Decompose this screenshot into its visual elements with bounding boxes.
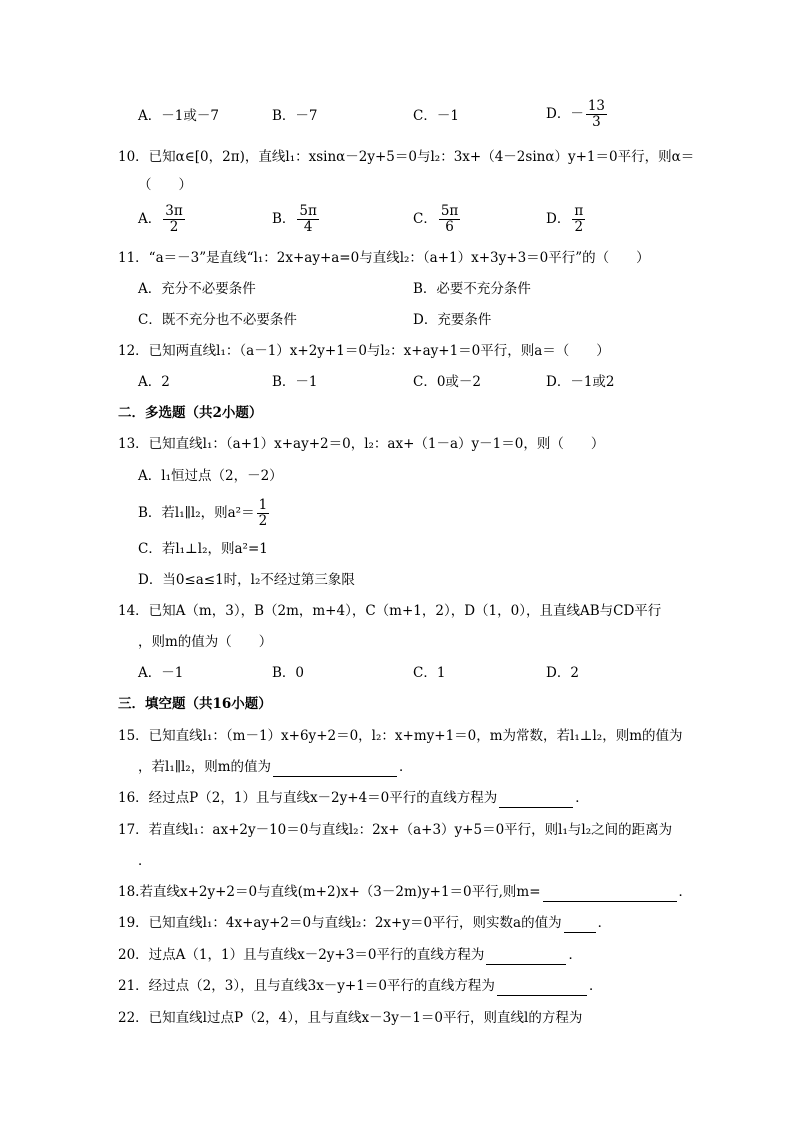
q14-stem: 14．已知A（m，3），B（2m，m+4），C（m+1，2），D（1，0），且直线AB与CD平行	[118, 603, 662, 619]
q13-option-b-fraction	[257, 498, 270, 529]
q14-option-c: C．1	[413, 665, 446, 681]
q11-option-d: D．充要条件	[413, 312, 492, 328]
fraction-denominator: 2	[574, 219, 584, 235]
q13-stem: 13．已知直线l₁：（a+1）x+ay+2＝0，l₂：ax+（1－a）y－1＝0，则（ ）	[118, 436, 605, 452]
q11-stem: 11．“a＝－3”是直线“l₁：2x+ay+a=0与直线l₂：（a+1）x+3y+3＝0平行”的（ ）	[118, 250, 650, 266]
q19-text: 19．已知直线l₁：4x+ay+2＝0与直线l₂：2x+y＝0平行，则实数a的值为	[118, 915, 562, 931]
q11-option-b: B．必要不充分条件	[413, 281, 531, 297]
fraction-denominator: 4	[303, 219, 313, 235]
answer-blank[interactable]	[273, 762, 397, 777]
q18	[118, 882, 692, 902]
fraction-numerator: 5π	[440, 203, 459, 219]
q12-stem: 12．已知两直线l₁：（a－1）x+2y+1＝0与l₂：x+ay+1＝0平行，则a＝（ ）	[118, 343, 610, 359]
option-fraction	[572, 204, 585, 235]
q17-line2: ．	[138, 853, 152, 869]
q15-line2	[138, 757, 413, 777]
answer-blank[interactable]	[564, 918, 596, 933]
q11-option-a: A．充分不必要条件	[138, 281, 256, 297]
fraction-denominator: 3	[592, 114, 601, 130]
q11-option-c: C．既不充分也不必要条件	[138, 312, 297, 328]
q9-option-c: C．－1	[413, 108, 459, 124]
q21	[118, 976, 602, 996]
q13-option-a: A．l₁恒过点（2，－2）	[138, 468, 283, 484]
q9-option-b: B．－7	[272, 108, 318, 124]
q18-period: ．	[678, 884, 693, 900]
q9-option-d-fraction	[586, 99, 607, 130]
q10-option-b	[272, 204, 321, 235]
fraction-denominator: 2	[258, 513, 268, 529]
option-fraction	[163, 204, 184, 235]
q17-line1: 17．若直线l₁：ax+2y－10＝0与直线l₂：2x+（a+3）y+5＝0平行，则l₁与l₂之间的距离为	[118, 822, 673, 838]
q14-option-d: D．2	[546, 665, 579, 681]
q20	[118, 945, 582, 965]
option-fraction	[439, 204, 460, 235]
q13-option-c: C．若l₁⊥l₂，则a²=1	[138, 541, 268, 557]
q13-option-d: D．当0≤a≤1时，l₂不经过第三象限	[138, 572, 355, 588]
fraction-numerator: π	[574, 203, 584, 219]
fraction-numerator: 5π	[299, 203, 317, 219]
q19	[118, 913, 611, 933]
q22-line1: 22．已知直线l过点P（2，4），且与直线x－3y－1＝0平行，则直线l的方程为	[118, 1010, 583, 1026]
q9-option-d-prefix: D．－	[546, 106, 584, 122]
q16	[118, 788, 589, 808]
q15-line1: 15．已知直线l₁：（m－1）x+6y+2＝0，l₂：x+my+1＝0，m为常数，若l₁⊥l₂，则m的值为	[118, 728, 683, 744]
q12-option-a: A．2	[138, 374, 170, 390]
option-label: A．	[138, 211, 162, 227]
q15-period: ．	[399, 759, 413, 775]
option-label: D．	[546, 211, 571, 227]
q12-option-d: D．－1或2	[546, 374, 615, 390]
fraction-numerator: 3π	[165, 203, 183, 219]
q13-option-b	[138, 498, 271, 529]
q18-text: 18.若直线x+2y+2＝0与直线(m+2)x+（3－2m)y+1＝0平行,则m=	[118, 884, 541, 900]
answer-blank[interactable]	[486, 950, 566, 965]
fraction-denominator: 2	[169, 219, 179, 235]
q21-period: ．	[588, 978, 603, 994]
q12-option-b: B．－1	[272, 374, 318, 390]
q9-option-a: A．－1或－7	[138, 108, 219, 124]
fraction-numerator: 1	[258, 497, 268, 513]
q10-stem: 10．已知α∈[0，2π)，直线l₁：xsinα－2y+5＝0与l₂：3x+（4－2sinα）y+1＝0平行，则α＝	[118, 149, 695, 165]
q13-option-b-prefix: B．若l₁∥l₂，则a²＝	[138, 505, 255, 521]
section-fill-blank-heading: 三．填空题（共16小题）	[118, 696, 272, 712]
q10-option-c	[413, 204, 462, 235]
section-multiple-choice-heading: 二．多选题（共2小题）	[118, 405, 263, 421]
fraction-numerator: 13	[587, 98, 606, 114]
answer-blank[interactable]	[499, 793, 573, 808]
fraction-denominator: 6	[445, 219, 454, 235]
q14-stem-continued: ，则m的值为（ ）	[138, 634, 273, 650]
q19-period: ．	[597, 915, 612, 931]
q14-option-b: B．0	[272, 665, 305, 681]
q10-option-d	[546, 204, 587, 235]
q12-option-c: C．0或－2	[413, 374, 482, 390]
q20-period: ．	[568, 947, 582, 963]
answer-blank[interactable]	[497, 981, 587, 996]
option-label: C．	[413, 211, 437, 227]
q10-option-a	[138, 204, 187, 235]
q20-text: 20．过点A（1，1）且与直线x－2y+3＝0平行的直线方程为	[118, 947, 485, 963]
q14-option-a: A．－1	[138, 665, 184, 681]
answer-blank[interactable]	[543, 887, 677, 902]
option-label: B．	[272, 211, 296, 227]
q16-period: ．	[575, 790, 589, 806]
q16-text: 16．经过点P（2，1）且与直线x－2y+4＝0平行的直线方程为	[118, 790, 498, 806]
option-fraction	[297, 204, 318, 235]
q21-text: 21．经过点（2，3），且与直线3x－y+1＝0平行的直线方程为	[118, 978, 495, 994]
q15-line2-text: ，若l₁∥l₂，则m的值为	[138, 759, 271, 775]
q10-answer-paren: （ ）	[138, 177, 192, 193]
q9-option-d	[546, 99, 609, 130]
